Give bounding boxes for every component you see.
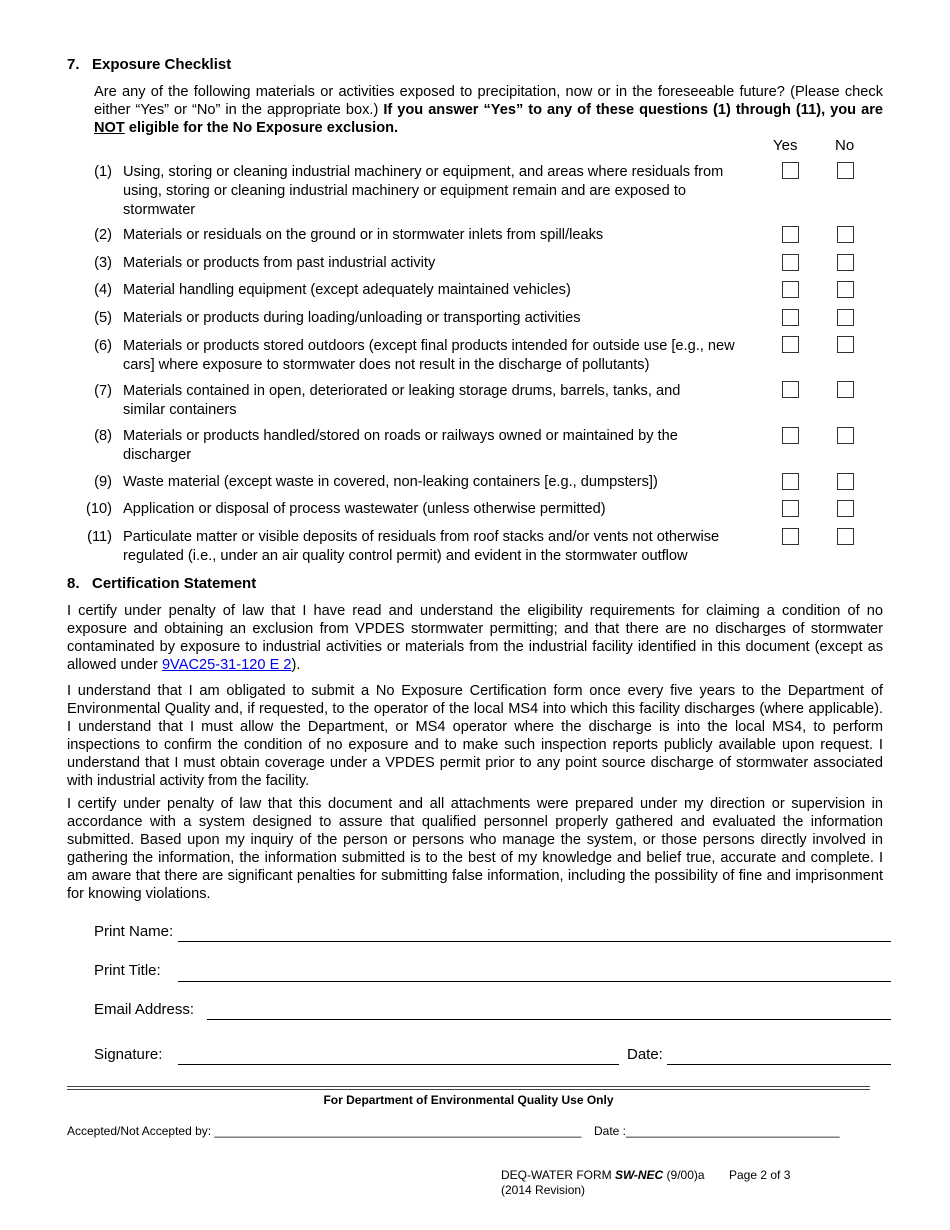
- item-text: Waste material (except waste in covered, non-leaking containers [e.g., dumpsters]): [123, 474, 658, 490]
- intro-text: Are any of the following materials or activities exposed to precipitation, now or in the foreseeable future? (Please check either “Yes” or “No” in the appropriate box.): [94, 84, 883, 118]
- accepted-by-field: Accepted/Not Accepted by: _______________________________________________________: [67, 1124, 582, 1138]
- intro-bold-b: eligible for the No Exposure exclusion.: [124, 120, 399, 136]
- yes-checkbox-8[interactable]: [782, 427, 799, 444]
- column-header-no: No: [835, 137, 855, 154]
- certification-paragraph-1: [67, 602, 883, 674]
- item-text: Particulate matter or visible deposits of residuals from roof stacks and/or vents not otherwise regulated (i.e., under an air quality control permit) and evident in the stormwater outflow: [123, 529, 720, 564]
- item-number: (10): [86, 501, 112, 517]
- no-checkbox-6[interactable]: [837, 336, 854, 353]
- item-number: (4): [94, 282, 112, 298]
- intro-bold-not: NOT: [94, 120, 125, 136]
- no-checkbox-9[interactable]: [837, 473, 854, 490]
- yes-checkbox-6[interactable]: [782, 336, 799, 353]
- item-number: (7): [94, 383, 112, 399]
- divider-line: [67, 1089, 870, 1090]
- item-text: Materials or products handled/stored on roads or railways owned or maintained by the discharger: [123, 428, 678, 463]
- yes-checkbox-10[interactable]: [782, 500, 799, 517]
- item-text: Materials or products during loading/unloading or transporting activities: [123, 310, 581, 326]
- item-number: (9): [94, 474, 112, 490]
- deq-date-field: Date :________________________________: [594, 1124, 840, 1138]
- revision-note: (2014 Revision): [501, 1183, 586, 1197]
- date-label: Date:: [627, 1046, 663, 1063]
- yes-checkbox-1[interactable]: [782, 162, 799, 179]
- form-suffix: (9/00)a: [663, 1168, 705, 1182]
- divider-line: [67, 1086, 870, 1087]
- item-text: Materials or products from past industrial activity: [123, 255, 436, 271]
- form-identifier: [501, 1168, 705, 1182]
- print-name-field[interactable]: [178, 941, 891, 942]
- email-address-label: Email Address:: [94, 1001, 195, 1018]
- no-checkbox-7[interactable]: [837, 381, 854, 398]
- item-text: Materials or residuals on the ground or in stormwater inlets from spill/leaks: [123, 227, 604, 243]
- yes-checkbox-4[interactable]: [782, 281, 799, 298]
- no-checkbox-3[interactable]: [837, 254, 854, 271]
- yes-checkbox-11[interactable]: [782, 528, 799, 545]
- para1-text-a: I certify under penalty of law that I have read and understand the eligibility requirements for claiming a condition of no exposure and obtaining an exclusion from VPDES stormwater permitting; and that there are no discharges of stormwater contaminated by exposure to industrial activities or materials from the industrial facility identified in this document (except as allowed under: [67, 603, 883, 673]
- item-number: (2): [94, 227, 112, 243]
- no-checkbox-2[interactable]: [837, 226, 854, 243]
- no-checkbox-5[interactable]: [837, 309, 854, 326]
- signature-label: Signature:: [94, 1046, 163, 1063]
- item-number: (6): [94, 338, 112, 354]
- certification-paragraph-3: I certify under penalty of law that this document and all attachments were prepared under my direction or supervision in accordance with a system designed to assure that qualified personnel properly gathered and evaluated the information submitted. Based upon my inquiry of the person or persons who manage the system, or those persons directly involved in gathering the information, the information submitted is to the best of my knowledge and belief true, accurate and complete. I am aware that there are significant penalties for submitting false information, including the possibility of fine and imprisonment for knowing violations.: [67, 796, 883, 902]
- intro-bold-a: If you answer “Yes” to any of these questions (1) through (11), you are: [383, 102, 883, 118]
- regulation-link[interactable]: 9VAC25-31-120 E 2: [161, 657, 292, 673]
- item-text: Application or disposal of process wastewater (unless otherwise permitted): [123, 501, 606, 517]
- item-number: (5): [94, 310, 112, 326]
- deq-use-only-title: For Department of Environmental Quality Use Only: [323, 1093, 614, 1107]
- no-checkbox-1[interactable]: [837, 162, 854, 179]
- para1-text-b: ).: [291, 657, 301, 673]
- no-checkbox-10[interactable]: [837, 500, 854, 517]
- no-checkbox-8[interactable]: [837, 427, 854, 444]
- email-address-field[interactable]: [207, 1019, 891, 1020]
- item-text: Using, storing or cleaning industrial machinery or equipment, and areas where residuals from using, storing or cleaning industrial machinery or equipment remain and are exposed to stormwater: [123, 164, 724, 218]
- form-prefix: DEQ-WATER FORM: [501, 1168, 615, 1182]
- print-name-label: Print Name:: [94, 923, 174, 940]
- yes-checkbox-3[interactable]: [782, 254, 799, 271]
- page-number: Page 2 of 3: [729, 1168, 791, 1182]
- column-header-yes: Yes: [773, 137, 798, 154]
- signature-field[interactable]: [178, 1064, 619, 1065]
- item-text: Material handling equipment (except adequately maintained vehicles): [123, 282, 571, 298]
- print-title-label: Print Title:: [94, 962, 161, 979]
- form-code: SW-NEC: [615, 1168, 664, 1182]
- section-7-title: 7. Exposure Checklist: [67, 56, 232, 73]
- date-field[interactable]: [667, 1064, 891, 1065]
- no-checkbox-11[interactable]: [837, 528, 854, 545]
- certification-paragraph-2: I understand that I am obligated to submit a No Exposure Certification form once every five years to the Department of Environmental Quality and, if requested, to the operator of the local MS4 into which this facility discharges (where applicable). I understand that I must allow the Department, or MS4 operator where the discharge is into the local MS4, to perform inspections to confirm the condition of no exposure and to make such inspection reports publicly available upon request. I understand that I must obtain coverage under a VPDES permit prior to any point source discharge of stormwater associated with industrial activity from the facility.: [67, 683, 883, 789]
- yes-checkbox-5[interactable]: [782, 309, 799, 326]
- item-text: Materials or products stored outdoors (except final products intended for outside use [e.g., new cars] where exposure to stormwater does not result in the discharge of pollutants): [123, 338, 735, 373]
- yes-checkbox-2[interactable]: [782, 226, 799, 243]
- section-8-title: 8. Certification Statement: [67, 575, 257, 592]
- print-title-field[interactable]: [178, 981, 891, 982]
- item-number: (8): [94, 428, 112, 444]
- item-number: (3): [94, 255, 112, 271]
- item-number: (1): [94, 164, 112, 180]
- yes-checkbox-7[interactable]: [782, 381, 799, 398]
- item-text: Materials contained in open, deteriorated or leaking storage drums, barrels, tanks, and similar containers: [123, 383, 681, 418]
- no-checkbox-4[interactable]: [837, 281, 854, 298]
- item-number: (11): [87, 529, 112, 545]
- yes-checkbox-9[interactable]: [782, 473, 799, 490]
- section-7-intro: [94, 83, 883, 137]
